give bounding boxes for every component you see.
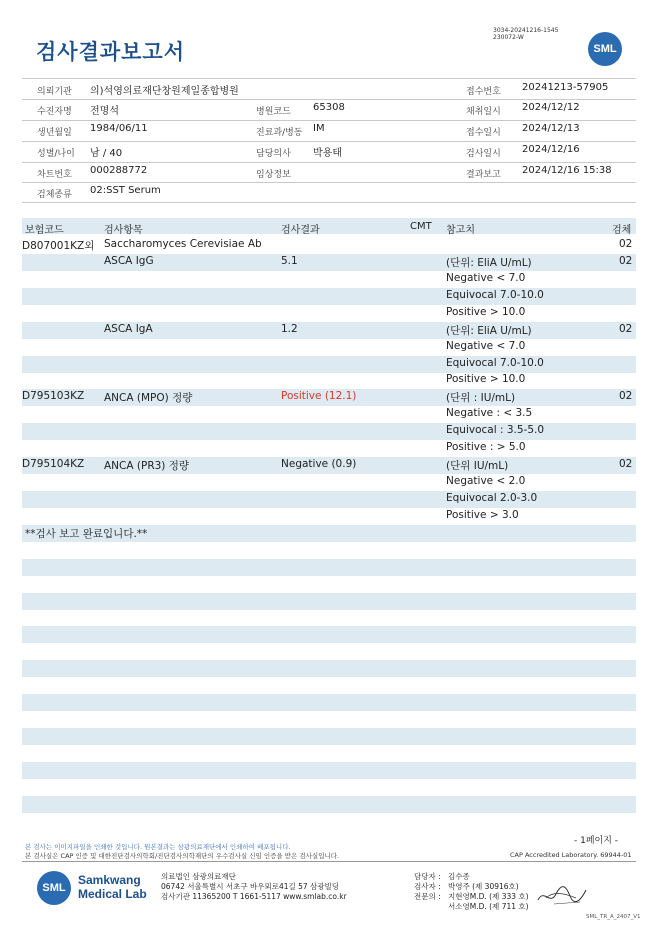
accreditation-notice: 본 검사실은 CAP 인증 및 대한진단검사의학회/진단검사의학재단의 우수검사실 신임 인증을 받은 검사실입니다.	[25, 852, 340, 860]
cell-specimen: 02	[619, 255, 633, 267]
info-value: IM	[313, 123, 325, 134]
lab-foundation: 의료법인 삼광의료재단	[161, 872, 236, 881]
row-band	[22, 762, 636, 779]
page-title: 검사결과보고서	[36, 40, 186, 64]
info-divider	[22, 141, 636, 142]
cap-accreditation: CAP Accredited Laboratory. 69944-01	[510, 851, 632, 859]
header-insurance-code: 보험코드	[25, 225, 64, 236]
cell-result: 1.2	[281, 323, 298, 335]
cell-reference: Positive > 10.0	[446, 373, 526, 385]
cell-code: D795103KZ	[22, 390, 85, 402]
cell-reference: Negative < 7.0	[446, 340, 526, 352]
staff-tester: 검사자 : 박영주 (제 30916호)	[414, 882, 519, 891]
info-label: 성별/나이	[37, 149, 75, 159]
info-divider	[22, 120, 636, 121]
cell-reference: Equivocal 7.0-10.0	[446, 357, 544, 369]
header-cmt: CMT	[410, 221, 432, 232]
info-label: 생년월일	[37, 128, 72, 138]
cell-reference: Negative < 2.0	[446, 475, 526, 487]
header-reference: 참고치	[446, 225, 475, 236]
form-code: SML_TR_A_2407_V1	[586, 914, 641, 920]
cell-specimen: 02	[619, 323, 633, 335]
cell-reference: Negative < 7.0	[446, 272, 526, 284]
row-band	[22, 593, 636, 610]
info-value: 2024/12/12	[522, 102, 580, 113]
cell-reference: (단위 IU/mL)	[446, 460, 509, 472]
cell-reference: Negative : < 3.5	[446, 407, 533, 419]
header-test-result: 검사결과	[281, 225, 320, 236]
info-label: 결과보고	[466, 170, 501, 180]
cell-reference: Positive : > 5.0	[446, 441, 526, 453]
signature-image	[536, 880, 588, 908]
row-band	[22, 491, 636, 508]
cell-reference: Positive > 10.0	[446, 306, 526, 318]
row-band	[22, 288, 636, 305]
footer-divider	[22, 861, 636, 862]
cell-reference: Equivocal 2.0-3.0	[446, 492, 538, 504]
info-divider	[22, 99, 636, 100]
cell-item: Saccharomyces Cerevisiae Ab	[104, 238, 262, 250]
info-value: 02:SST Serum	[90, 185, 161, 196]
info-label: 채취일시	[466, 107, 501, 117]
cell-result: Negative (0.9)	[281, 458, 357, 470]
staff-block	[414, 872, 529, 912]
page-number: - 1페이지 -	[574, 836, 619, 846]
cell-specimen: 02	[619, 390, 633, 402]
info-label: 검사일시	[466, 149, 501, 159]
info-divider	[22, 78, 636, 79]
cell-code: D795104KZ	[22, 458, 85, 470]
info-value: 박용태	[313, 148, 342, 159]
document-id-line2: 230072-W	[493, 34, 524, 41]
info-value: 65308	[313, 102, 345, 113]
document-id-line1: 3034-20241216-1545	[493, 27, 559, 34]
info-label: 검체종류	[37, 190, 72, 200]
row-band	[22, 694, 636, 711]
cell-reference: (단위: EliA U/mL)	[446, 325, 532, 337]
info-label: 의뢰기관	[37, 87, 72, 97]
sml-footer-logo: SML	[37, 871, 71, 905]
cell-item: ASCA IgA	[104, 323, 153, 335]
print-notice: 본 검사는 이미지파일을 인쇄한 것입니다. 원본결과는 삼광의료재단에서 인쇄하여 배포됩니다.	[25, 843, 291, 851]
info-label: 담당의사	[256, 149, 291, 159]
cell-item: ANCA (MPO) 정량	[104, 392, 193, 404]
lab-contact: 검사기관 11365200 T 1661-5117 www.smlab.co.kr	[161, 892, 347, 901]
cell-item: ANCA (PR3) 정량	[104, 460, 190, 472]
cell-reference: Equivocal : 3.5-5.0	[446, 424, 545, 436]
cell-reference: (단위 : IU/mL)	[446, 392, 516, 404]
header-specimen: 검체	[612, 225, 632, 236]
cell-reference: Equivocal 7.0-10.0	[446, 289, 544, 301]
info-value: 전명석	[90, 106, 119, 117]
info-label: 수진자명	[37, 107, 72, 117]
staff-specialist: 전문의 : 지현영M.D. (제 333 호)	[414, 892, 529, 901]
info-value: 2024/12/13	[522, 123, 580, 134]
row-band	[22, 626, 636, 643]
info-label: 접수일시	[466, 128, 501, 138]
lab-name-line1: Samkwang	[78, 873, 141, 887]
row-band	[22, 796, 636, 813]
row-band	[22, 356, 636, 373]
info-value: 1984/06/11	[90, 123, 148, 134]
cell-reference: (단위: EliA U/mL)	[446, 257, 532, 269]
info-value: 남 / 40	[90, 148, 123, 159]
row-band	[22, 660, 636, 677]
lab-address	[161, 872, 347, 902]
info-divider	[22, 182, 636, 183]
staff-manager: 담당자 : 김수종	[414, 872, 470, 881]
sml-logo: SML	[588, 32, 622, 66]
lab-name-line2: Medical Lab	[78, 887, 147, 901]
info-value: 000288772	[90, 165, 148, 176]
info-label: 임상정보	[256, 170, 291, 180]
document-id	[493, 27, 558, 41]
info-label: 접수번호	[466, 87, 501, 97]
cell-reference: Positive > 3.0	[446, 509, 519, 521]
info-label: 병원코드	[256, 107, 291, 117]
info-label: 차트번호	[37, 170, 72, 180]
info-value: 2024/12/16	[522, 144, 580, 155]
info-divider	[22, 162, 636, 163]
cell-specimen: 02	[619, 238, 633, 250]
info-value: 20241213-57905	[522, 82, 609, 93]
cell-specimen: 02	[619, 458, 633, 470]
cell-code: D807001KZ외	[22, 240, 95, 252]
row-band	[22, 559, 636, 576]
info-divider	[22, 202, 636, 203]
cell-result: Positive (12.1)	[281, 390, 357, 402]
cell-item: ASCA IgG	[104, 255, 154, 267]
lab-street-address: 06742 서울특별시 서초구 바우뫼로41길 57 삼광빌딩	[161, 882, 340, 891]
header-test-item: 검사항목	[104, 225, 143, 236]
staff-specialist-2: 서소영M.D. (제 711 호)	[448, 902, 529, 911]
cell-code: **검사 보고 완료입니다.**	[25, 528, 148, 540]
lab-name	[78, 873, 147, 901]
row-band	[22, 728, 636, 745]
cell-result: 5.1	[281, 255, 298, 267]
info-value: 2024/12/16 15:38	[522, 165, 612, 176]
info-value: 의)석영의료재단창원제일종합병원	[90, 86, 239, 97]
info-label: 진료과/병동	[256, 128, 303, 138]
